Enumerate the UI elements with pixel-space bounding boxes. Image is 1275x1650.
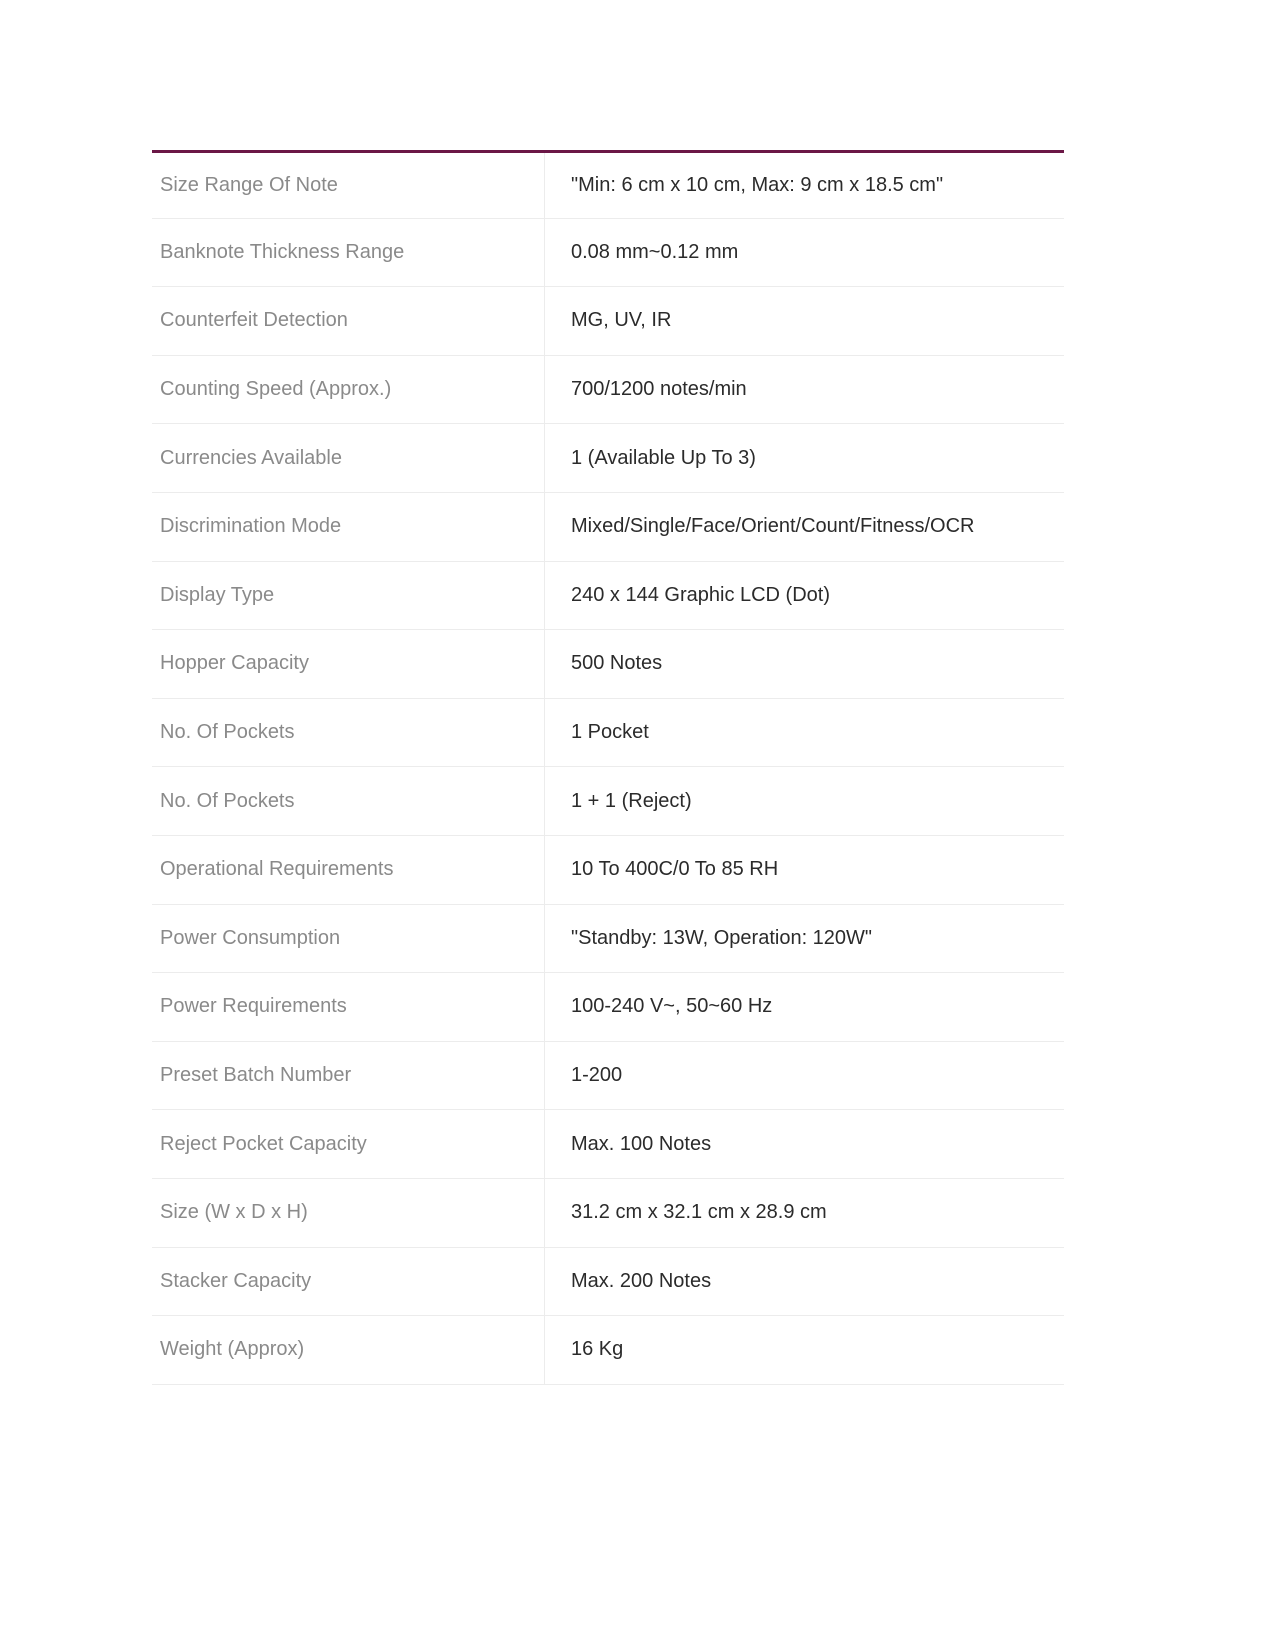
spec-value: "Standby: 13W, Operation: 120W" — [571, 926, 873, 949]
table-row — [152, 767, 1064, 836]
spec-value: Mixed/Single/Face/Orient/Count/Fitness/OCR — [571, 515, 975, 538]
spec-value: 100-240 V~, 50~60 Hz — [571, 995, 773, 1018]
spec-label: No. Of Pockets — [152, 767, 545, 835]
table-row — [152, 1248, 1064, 1317]
table-row — [152, 356, 1064, 425]
spec-value: 1 Pocket — [571, 721, 649, 744]
table-row — [152, 562, 1064, 631]
spec-value: 16 Kg — [571, 1338, 624, 1361]
table-row — [152, 1042, 1064, 1111]
spec-value: 500 Notes — [571, 652, 663, 675]
spec-label: No. Of Pockets — [152, 699, 545, 767]
spec-label: Operational Requirements — [152, 836, 545, 904]
spec-label: Counting Speed (Approx.) — [152, 356, 545, 424]
table-row — [152, 1316, 1064, 1385]
table-row — [152, 973, 1064, 1042]
spec-label: Banknote Thickness Range — [152, 219, 545, 287]
spec-value: 1 (Available Up To 3) — [571, 446, 756, 469]
spec-label: Size (W x D x H) — [152, 1179, 545, 1247]
table-row — [152, 699, 1064, 768]
spec-value: MG, UV, IR — [571, 309, 672, 332]
spec-value: "Min: 6 cm x 10 cm, Max: 9 cm x 18.5 cm" — [571, 173, 944, 196]
spec-label: Power Requirements — [152, 973, 545, 1041]
table-row — [152, 287, 1064, 356]
table-row — [152, 630, 1064, 699]
spec-label: Currencies Available — [152, 424, 545, 492]
spec-value: Max. 100 Notes — [571, 1132, 712, 1155]
spec-label: Hopper Capacity — [152, 630, 545, 698]
table-row — [152, 493, 1064, 562]
spec-value: 700/1200 notes/min — [571, 378, 747, 401]
spec-value: 1-200 — [571, 1064, 623, 1087]
spec-value: 10 To 400C/0 To 85 RH — [571, 858, 779, 881]
table-row — [152, 219, 1064, 288]
spec-value: Max. 200 Notes — [571, 1269, 712, 1292]
table-row — [152, 836, 1064, 905]
table-row — [152, 1179, 1064, 1248]
spec-value: 31.2 cm x 32.1 cm x 28.9 cm — [571, 1201, 827, 1224]
spec-label: Power Consumption — [152, 905, 545, 973]
table-row — [152, 424, 1064, 493]
specifications-table — [152, 150, 1064, 1385]
spec-value: 0.08 mm~0.12 mm — [571, 240, 739, 263]
spec-label: Stacker Capacity — [152, 1248, 545, 1316]
spec-label: Counterfeit Detection — [152, 287, 545, 355]
spec-label: Weight (Approx) — [152, 1316, 545, 1384]
spec-value: 1 + 1 (Reject) — [571, 789, 692, 812]
spec-value: 240 x 144 Graphic LCD (Dot) — [571, 583, 831, 606]
table-row — [152, 905, 1064, 974]
spec-label: Display Type — [152, 562, 545, 630]
spec-label: Discrimination Mode — [152, 493, 545, 561]
spec-label: Size Range Of Note — [152, 153, 545, 218]
table-row — [152, 1110, 1064, 1179]
spec-label: Preset Batch Number — [152, 1042, 545, 1110]
table-row — [152, 153, 1064, 219]
spec-label: Reject Pocket Capacity — [152, 1110, 545, 1178]
